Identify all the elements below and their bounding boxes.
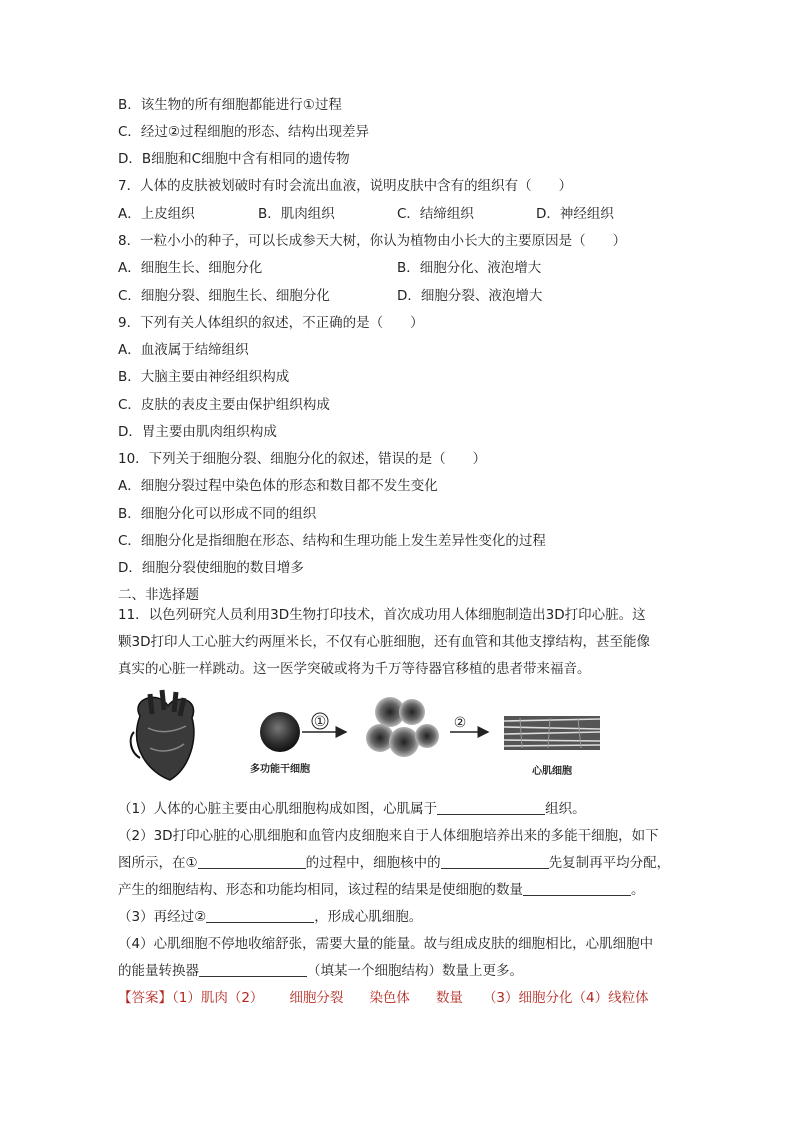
- q9-stem: 9．下列有关人体组织的叙述，不正确的是（ ）: [118, 315, 424, 331]
- q10-stem: 10．下列关于细胞分裂、细胞分化的叙述，错误的是（ ）: [118, 451, 487, 467]
- answer-blank-4[interactable]: [523, 880, 631, 896]
- heart-image: [131, 690, 194, 780]
- answer-blank-3[interactable]: [441, 853, 549, 869]
- q11-sub3-text-a: （3）再经过②: [118, 909, 207, 925]
- q8-option-a: A．细胞生长、细胞分化: [118, 260, 263, 276]
- q11-sub1: [118, 799, 586, 819]
- cardiac-muscle-image: [504, 716, 600, 750]
- q11-sub3-text-b: ，形成心肌细胞。: [314, 909, 423, 925]
- section-heading: 二、非选择题: [118, 587, 199, 603]
- q6-option-c: C．经过②过程细胞的形态、结构出现差异: [118, 124, 370, 140]
- q11-sub4-text-b: （填某一个细胞结构）数量上更多。: [307, 963, 523, 979]
- answer-part-1: （1）肌肉（2）: [172, 990, 264, 1006]
- answer-blank-1[interactable]: [437, 799, 545, 815]
- q8-stem: 8．一粒小小的种子，可以长成参天大树，你认为植物由小长大的主要原因是（ ）: [118, 233, 627, 249]
- q7-option-c: C．结缔组织: [397, 206, 474, 222]
- answer-part-3: 染色体: [369, 990, 410, 1006]
- q10-option-d: D．细胞分裂使细胞的数目增多: [118, 560, 304, 576]
- step-1-label: ①: [313, 714, 327, 730]
- q11-sub2-text-3: 先复制再平均分配，: [548, 855, 671, 871]
- step-2-label: ②: [453, 715, 467, 731]
- q6-option-b: B．该生物的所有细胞都能进行①过程: [118, 97, 342, 113]
- stem-cell-image: [260, 712, 300, 752]
- q8-option-c: C．细胞分裂、细胞生长、细胞分化: [118, 288, 330, 304]
- q7-option-a: A．上皮组织: [118, 206, 195, 222]
- answer-blank-6[interactable]: [199, 961, 307, 977]
- q11-intro-line1: 11．以色列研究人员利用3D生物打印技术，首次成功用人体细胞制造出3D打印心脏。这: [118, 607, 646, 623]
- q11-intro-line2: 颗3D打印人工心脏大约两厘米长，不仅有心脏细胞，还有血管和其他支撑结构，甚至能像: [118, 634, 650, 650]
- q9-option-a: A．血液属于结缔组织: [118, 342, 249, 358]
- q9-option-d: D．胃主要由肌肉组织构成: [118, 424, 277, 440]
- q6-option-d: D．B细胞和C细胞中含有相同的遗传物: [118, 151, 350, 167]
- stem-cell-label: 多功能干细胞: [250, 764, 310, 775]
- q8-option-d: D．细胞分裂、液泡增大: [397, 288, 543, 304]
- q11-sub2-line2: [118, 853, 670, 873]
- q11-sub2-text-4: 产生的细胞结构、形态和功能均相同，该过程的结果是使细胞的数量: [118, 882, 523, 898]
- q9-option-b: B．大脑主要由神经组织构成: [118, 369, 290, 385]
- q7-option-d: D．神经组织: [536, 206, 614, 222]
- q11-sub2-line3: [118, 880, 645, 900]
- q8-option-b: B．细胞分化、液泡增大: [397, 260, 542, 276]
- q10-option-a: A．细胞分裂过程中染色体的形态和数目都不发生变化: [118, 478, 438, 494]
- answer-blank-2[interactable]: [198, 853, 306, 869]
- q11-intro-line3: 真实的心脏一样跳动。这一医学突破或将为千万等待器官移植的患者带来福音。: [118, 661, 591, 677]
- q11-sub4-line2: [118, 961, 523, 981]
- q9-option-c: C．皮肤的表皮主要由保护组织构成: [118, 397, 330, 413]
- q7-option-b: B．肌肉组织: [258, 206, 335, 222]
- answer-part-4: 数量: [435, 990, 463, 1006]
- answer-blank-5[interactable]: [206, 907, 314, 923]
- cardiac-muscle-label: 心肌细胞: [532, 766, 572, 777]
- q11-sub1-text-b: 组织。: [545, 801, 586, 817]
- q11-sub3: [118, 907, 422, 927]
- q11-sub1-text-a: （1）人体的心脏主要由心肌细胞构成如图，心肌属于: [118, 801, 438, 817]
- q11-figure: [120, 688, 680, 788]
- q10-option-c: C．细胞分化是指细胞在形态、结构和生理功能上发生差异性变化的过程: [118, 533, 546, 549]
- answer-line: [118, 988, 649, 1008]
- q11-sub4-text-a: 的能量转换器: [118, 963, 199, 979]
- answer-tag: 【答案】: [118, 990, 172, 1006]
- q10-option-b: B．细胞分化可以形成不同的组织: [118, 506, 317, 522]
- q11-sub2-text-5: 。: [631, 882, 645, 898]
- q11-sub2-text-1: 图所示，在①: [118, 855, 198, 871]
- dividing-cells-image: [366, 697, 439, 757]
- q11-sub4-line1: （4）心肌细胞不停地收缩舒张，需要大量的能量。故与组成皮肤的细胞相比，心肌细胞中: [118, 936, 654, 952]
- answer-part-2: 细胞分裂: [289, 990, 344, 1006]
- q11-sub2-text-2: 的过程中，细胞核中的: [305, 855, 441, 871]
- answer-part-5: （3）细胞分化（4）线粒体: [482, 990, 649, 1006]
- q11-sub2-line1: （2）3D打印心脏的心肌细胞和血管内皮细胞来自于人体细胞培养出来的多能干细胞，如下: [118, 828, 659, 844]
- q7-stem: 7．人体的皮肤被划破时有时会流出血液，说明皮肤中含有的组织有（ ）: [118, 178, 573, 194]
